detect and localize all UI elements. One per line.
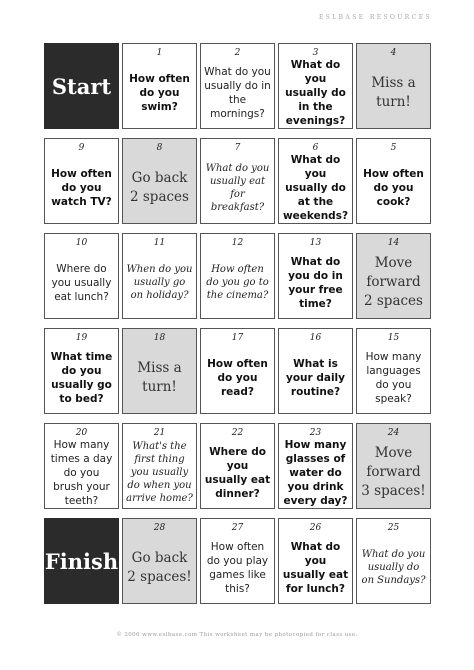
- square-number: 5: [390, 143, 397, 153]
- board-square: [356, 328, 431, 414]
- square-text: Start: [51, 73, 112, 99]
- square-number: 4: [390, 48, 397, 58]
- square-text: What do you usually do at the weekends?: [282, 153, 349, 222]
- square-number: 14: [387, 238, 400, 248]
- board-square: [278, 328, 353, 414]
- square-text: How often do you cook?: [363, 167, 424, 208]
- square-number: 15: [387, 333, 400, 343]
- square-text: How often do you go to the cinema?: [206, 264, 269, 301]
- square-text: What is your daily routine?: [285, 357, 345, 398]
- board-square: [44, 518, 119, 604]
- square-text: Where do you usually eat dinner?: [204, 445, 271, 500]
- board-square: [44, 423, 119, 509]
- square-number: 2: [234, 48, 241, 58]
- square-text: What do you usually eat for breakfast?: [205, 162, 270, 213]
- square-number: 19: [75, 333, 88, 343]
- square-text: What time do you usually go to bed?: [50, 350, 113, 405]
- square-number: 1: [156, 48, 163, 58]
- board-square: [200, 233, 275, 319]
- board-square: [278, 233, 353, 319]
- board-square: [44, 328, 119, 414]
- square-text: What do you do in your free time?: [288, 255, 343, 310]
- square-number: 18: [153, 333, 166, 343]
- square-number: 7: [234, 143, 241, 153]
- board-square: [278, 138, 353, 224]
- board-square: [278, 423, 353, 509]
- board-square: [122, 423, 197, 509]
- square-number: 23: [309, 428, 322, 438]
- board-square: [200, 423, 275, 509]
- square-text: What do you usually do in the mornings?: [204, 65, 271, 120]
- square-text: Move forward 3 spaces!: [361, 445, 426, 499]
- board-square: [278, 518, 353, 604]
- square-text: What do you usually eat for lunch?: [282, 540, 349, 595]
- square-text: What do you usually do in the evenings?: [285, 58, 346, 127]
- square-number: 8: [156, 143, 163, 153]
- square-text: Move forward 2 spaces: [364, 255, 423, 309]
- square-number: 10: [75, 238, 88, 248]
- square-number: 27: [231, 523, 244, 533]
- board-square: [122, 43, 197, 129]
- footer-text: © 2006 www.eslbase.com This worksheet may be photocopied for class use.: [116, 632, 358, 638]
- square-text: Go back 2 spaces!: [127, 549, 192, 585]
- square-text: How often do you play games like this?: [206, 540, 269, 595]
- board-square: [122, 518, 197, 604]
- board-square: [122, 233, 197, 319]
- square-number: 26: [309, 523, 322, 533]
- board-square: [356, 43, 431, 129]
- board-square: [356, 138, 431, 224]
- square-number: 11: [153, 238, 166, 248]
- square-number: 20: [75, 428, 88, 438]
- square-text: How many glasses of water do you drink every day?: [283, 438, 348, 507]
- board-square: [44, 43, 119, 129]
- square-text: How often do you read?: [207, 357, 268, 398]
- square-number: 22: [231, 428, 244, 438]
- board-square: [200, 43, 275, 129]
- square-text: Miss a turn!: [137, 359, 182, 395]
- square-number: 24: [387, 428, 400, 438]
- board-square: [200, 518, 275, 604]
- square-number: 28: [153, 523, 166, 533]
- board-square: [278, 43, 353, 129]
- board-square: [356, 518, 431, 604]
- square-number: 17: [231, 333, 244, 343]
- square-number: 9: [78, 143, 85, 153]
- square-number: 6: [312, 143, 319, 153]
- square-text: Where do you usually eat lunch?: [51, 262, 112, 303]
- square-text: Miss a turn!: [371, 74, 416, 110]
- header-text: ESLBASE RESOURCES: [319, 14, 432, 21]
- square-number: 3: [312, 48, 319, 58]
- square-text: How many times a day do you brush your teeth?: [50, 438, 113, 507]
- square-text: Go back 2 spaces: [130, 169, 189, 205]
- square-text: How many languages do you speak?: [365, 350, 422, 405]
- board-square: [200, 138, 275, 224]
- board-square: [356, 233, 431, 319]
- square-number: 12: [231, 238, 244, 248]
- board-square: [200, 328, 275, 414]
- board-square: [122, 328, 197, 414]
- square-text: What do you usually do on Sundays?: [361, 549, 426, 586]
- square-number: 21: [153, 428, 166, 438]
- square-text: What's the first thing you usually do when you arrive home?: [126, 441, 193, 504]
- square-text: Finish: [44, 548, 119, 574]
- board-square: [44, 233, 119, 319]
- board-square: [44, 138, 119, 224]
- square-number: 25: [387, 523, 400, 533]
- square-number: 16: [309, 333, 322, 343]
- board-square: [122, 138, 197, 224]
- square-text: How often do you watch TV?: [51, 167, 112, 208]
- square-number: 13: [309, 238, 322, 248]
- square-text: How often do you swim?: [129, 72, 190, 113]
- square-text: When do you usually go on holiday?: [126, 264, 193, 301]
- game-board: [44, 43, 431, 604]
- board-square: [356, 423, 431, 509]
